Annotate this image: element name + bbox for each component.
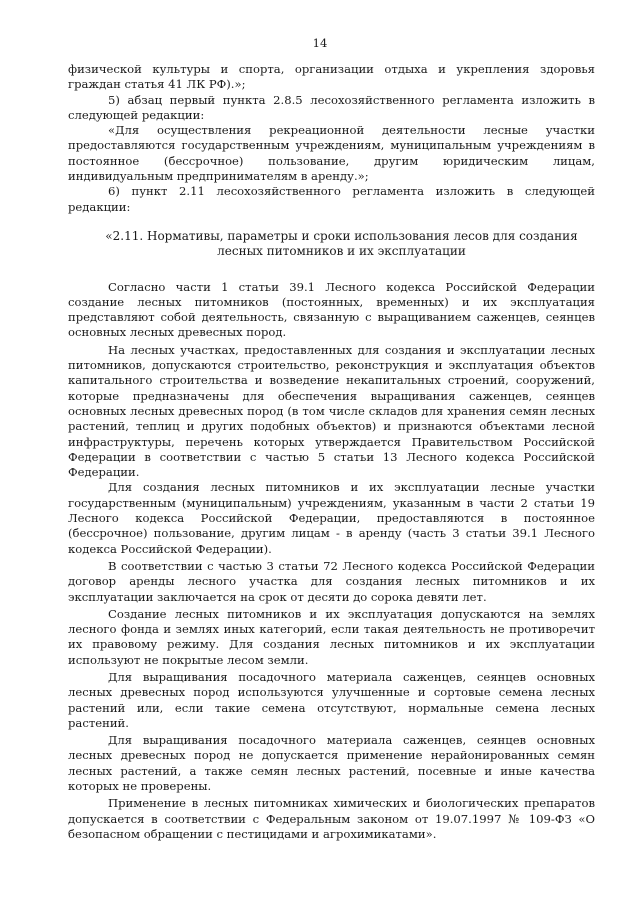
paragraph-seed-quality: Для выращивания посадочного материала саженцев, сеянцев основных лесных древесных пород используются улучшенные и сортовые семена лесных растений или, если такие семена отсутствуют, нормальные семена лесных растений. bbox=[68, 669, 595, 730]
paragraph-item-5: 5) абзац первый пункта 2.8.5 лесохозяйственного регламента изложить в следующей редакции: bbox=[68, 92, 595, 122]
paragraph-item-6: 6) пункт 2.11 лесохозяйственного регламента изложить в следующей редакции: bbox=[68, 184, 595, 214]
paragraph-seed-restriction: Для выращивания посадочного материала саженцев, сеянцев основных лесных древесных пород не допускается применение нерайонированных семян лесных растений, а также семян лесных растений, посевные и иные качества которых не проверены. bbox=[68, 733, 595, 794]
page-number: 14 bbox=[312, 36, 328, 50]
paragraph-continuation: физической культуры и спорта, организации отдыха и укрепления здоровья граждан статья 41 ЛК РФ).»; bbox=[68, 62, 595, 92]
paragraph-nurseries-infrastructure: На лесных участках, предоставленных для создания и эксплуатации лесных питомников, допускаются строительство, реконструкция и эксплуатация объектов капитального строительства и возведение некапитальных строений, сооружений, которые предназначены для обеспечения выращивания саженцев, сеянцев основных лесных древесных пород (в том числе складов для хранения семян лесных растений, теплиц и других подобных объектов) и признаются объектами лесной инфраструктуры, перечень которых утверждается Правительством Российской Федерации в соответствии с частью 5 статьи 13 Лесного кодекса Российской Федерации. bbox=[68, 342, 595, 480]
paragraph-pesticides: Применение в лесных питомниках химических и биологических препаратов допускается в соответствии с Федеральным законом от 19.07.1997 № 109-ФЗ «О безопасном обращении с пестицидами и агрохимикатами». bbox=[68, 796, 595, 841]
section-heading: «2.11. Нормативы, параметры и сроки использования лесов для создания лесных питомников и их эксплуатации bbox=[105, 228, 578, 259]
paragraph-land-categories: Создание лесных питомников и их эксплуатация допускаются на землях лесного фонда и землях иных категорий, если такая деятельность не противоречит их правовому режиму. Для создания лесных питомников и их эксплуатации используют не покрытые лесом земли. bbox=[68, 606, 595, 667]
paragraph-nurseries-provision: Для создания лесных питомников и их эксплуатации лесные участки государственным (муниципальным) учреждениям, указанным в части 2 статьи 19 Лесного кодекса Российской Федерации, предоставляются в постоянное (бессрочное) пользование, другим лицам - в аренду (часть 3 статьи 39.1 Лесного кодекса Российской Федерации). bbox=[68, 480, 595, 556]
paragraph-quote-recreation: «Для осуществления рекреационной деятельности лесные участки предоставляются государственным учреждениям, муниципальным учреждениям в постоянное (бессрочное) пользование, другим юридическим лицам, индивидуальным предпринимателям в аренду.»; bbox=[68, 123, 595, 184]
document-body bbox=[68, 62, 595, 842]
paragraph-nurseries-definition: Согласно части 1 статьи 39.1 Лесного кодекса Российской Федерации создание лесных питомников (постоянных, временных) и их эксплуатация представляют собой деятельность, связанную с выращиванием саженцев, сеянцев основных лесных древесных пород. bbox=[68, 279, 595, 340]
paragraph-lease-term: В соответствии с частью 3 статьи 72 Лесного кодекса Российской Федерации договор аренды лесного участка для создания лесных питомников и их эксплуатации заключается на срок от десяти до сорока девяти лет. bbox=[68, 558, 595, 604]
section-heading-block bbox=[68, 229, 595, 260]
